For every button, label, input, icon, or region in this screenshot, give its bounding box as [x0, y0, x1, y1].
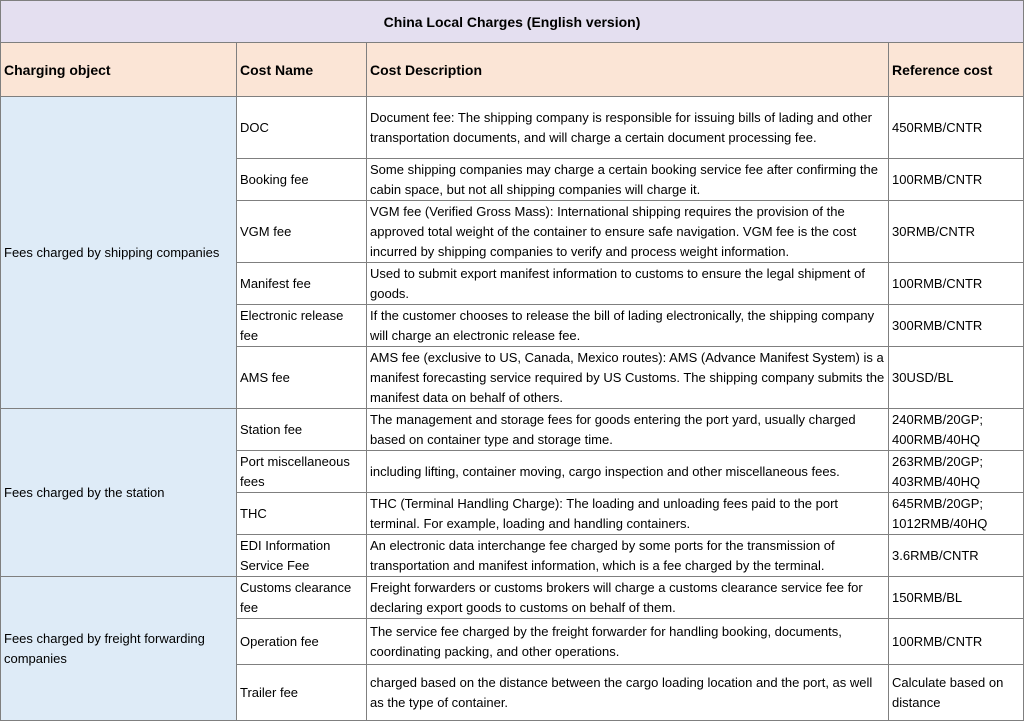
cost-name-cell: Customs clearance fee: [237, 577, 367, 619]
reference-cost-cell: 450RMB/CNTR: [889, 97, 1024, 159]
cost-name-cell: Manifest fee: [237, 263, 367, 305]
reference-cost-cell: 263RMB/20GP; 403RMB/40HQ: [889, 451, 1024, 493]
reference-cost-cell: 240RMB/20GP; 400RMB/40HQ: [889, 409, 1024, 451]
reference-cost-cell: 100RMB/CNTR: [889, 619, 1024, 665]
cost-description-cell: Used to submit export manifest information to customs to ensure the legal shipment of goods.: [367, 263, 889, 305]
cost-description-cell: Some shipping companies may charge a certain booking service fee after confirming the cabin space, but not all shipping companies will charge it.: [367, 159, 889, 201]
reference-cost-cell: 645RMB/20GP; 1012RMB/40HQ: [889, 493, 1024, 535]
cost-description-cell: Document fee: The shipping company is responsible for issuing bills of lading and other transportation documents, and will charge a certain document processing fee.: [367, 97, 889, 159]
reference-cost-cell: 100RMB/CNTR: [889, 263, 1024, 305]
table-row: [1, 409, 1024, 451]
header-cost-description: Cost Description: [367, 43, 889, 97]
cost-name-cell: AMS fee: [237, 347, 367, 409]
cost-name-cell: Operation fee: [237, 619, 367, 665]
reference-cost-cell: 150RMB/BL: [889, 577, 1024, 619]
cost-description-cell: AMS fee (exclusive to US, Canada, Mexico routes): AMS (Advance Manifest System) is a manifest forecasting service required by US Customs. The shipping company submits the manifest data on behalf of others.: [367, 347, 889, 409]
header-row: [1, 43, 1024, 97]
cost-name-cell: Station fee: [237, 409, 367, 451]
cost-name-cell: Booking fee: [237, 159, 367, 201]
cost-description-cell: Freight forwarders or customs brokers will charge a customs clearance service fee for declaring export goods to customs on behalf of them.: [367, 577, 889, 619]
cost-description-cell: charged based on the distance between the cargo loading location and the port, as well as the type of container.: [367, 665, 889, 721]
table-row: [1, 97, 1024, 159]
reference-cost-cell: 30RMB/CNTR: [889, 201, 1024, 263]
cost-description-cell: An electronic data interchange fee charged by some ports for the transmission of transportation and manifest information, which is a fee charged by the terminal.: [367, 535, 889, 577]
reference-cost-cell: 100RMB/CNTR: [889, 159, 1024, 201]
header-reference-cost: Reference cost: [889, 43, 1024, 97]
cost-name-cell: Electronic release fee: [237, 305, 367, 347]
cost-description-cell: THC (Terminal Handling Charge): The loading and unloading fees paid to the port terminal. For example, loading and handling containers.: [367, 493, 889, 535]
title-row: [1, 1, 1024, 43]
reference-cost-cell: 3.6RMB/CNTR: [889, 535, 1024, 577]
header-charging-object: Charging object: [1, 43, 237, 97]
table-title: China Local Charges (English version): [1, 1, 1024, 43]
cost-description-cell: including lifting, container moving, cargo inspection and other miscellaneous fees.: [367, 451, 889, 493]
cost-name-cell: EDI Information Service Fee: [237, 535, 367, 577]
charging-object-cell: Fees charged by the station: [1, 409, 237, 577]
cost-description-cell: VGM fee (Verified Gross Mass): International shipping requires the provision of the approved total weight of the container to ensure safe navigation. VGM fee is the cost incurred by shipping companies to verify and process weight information.: [367, 201, 889, 263]
charging-object-cell: Fees charged by freight forwarding companies: [1, 577, 237, 721]
cost-description-cell: The service fee charged by the freight forwarder for handling booking, documents, coordinating packing, and other operations.: [367, 619, 889, 665]
charging-object-cell: Fees charged by shipping companies: [1, 97, 237, 409]
cost-name-cell: THC: [237, 493, 367, 535]
reference-cost-cell: 300RMB/CNTR: [889, 305, 1024, 347]
header-cost-name: Cost Name: [237, 43, 367, 97]
reference-cost-cell: Calculate based on distance: [889, 665, 1024, 721]
cost-description-cell: If the customer chooses to release the bill of lading electronically, the shipping company will charge an electronic release fee.: [367, 305, 889, 347]
cost-name-cell: Port miscellaneous fees: [237, 451, 367, 493]
cost-name-cell: Trailer fee: [237, 665, 367, 721]
cost-name-cell: DOC: [237, 97, 367, 159]
cost-description-cell: The management and storage fees for goods entering the port yard, usually charged based on container type and storage time.: [367, 409, 889, 451]
reference-cost-cell: 30USD/BL: [889, 347, 1024, 409]
cost-name-cell: VGM fee: [237, 201, 367, 263]
table-row: [1, 577, 1024, 619]
